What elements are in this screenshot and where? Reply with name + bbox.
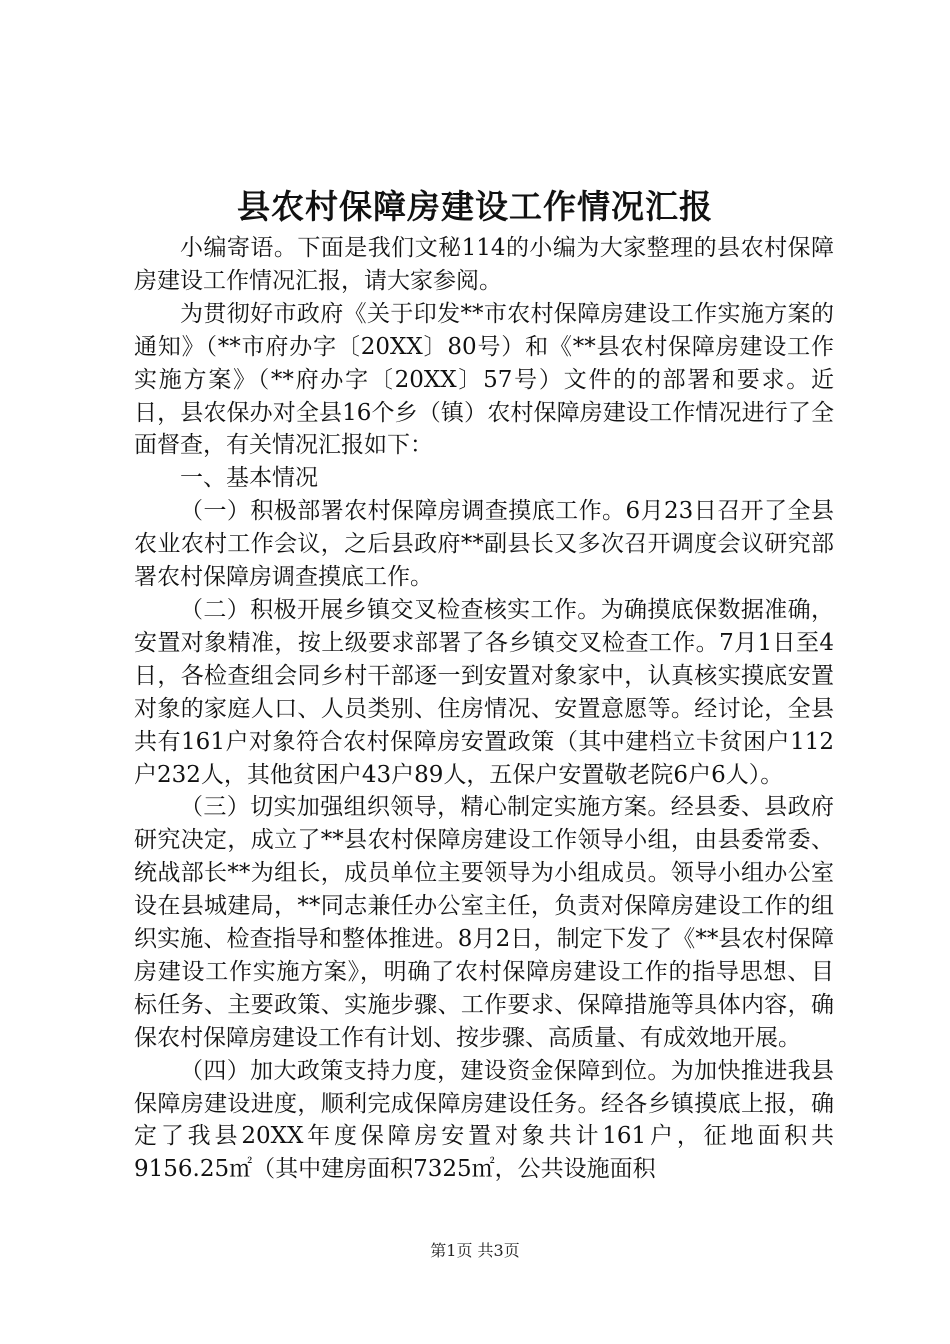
paragraph-background: 为贯彻好市政府《关于印发**市农村保障房建设工作实施方案的通知》（**市府办字〔20XX〕80号）和《**县农村保障房建设工作实施方案》（**府办字〔20XX〕57号）文件的的部署和要求。近日，县农保办对全县16个乡（镇）农村保障房建设工作情况进行了全面督查，有关情况汇报如下： (134, 300, 834, 459)
page-footer: 第1页 共3页 (430, 1241, 520, 1260)
document-body (134, 232, 834, 1186)
section-heading-basic-situation: 一、基本情况 (180, 465, 318, 492)
document-title: 县农村保障房建设工作情况汇报 (237, 187, 713, 226)
paragraph-item-2: （二）积极开展乡镇交叉检查核实工作。为确摸底保数据准确，安置对象精准，按上级要求部署了各乡镇交叉检查工作。7月1日至4日，各检查组会同乡村干部逐一到安置对象家中，认真核实摸底安置对象的家庭人口、人员类别、住房情况、安置意愿等。经讨论，全县共有161户对象符合农村保障房安置政策（其中建档立卡贫困户112户232人，其他贫困户43户89人，五保户安置敬老院6户6人）。 (134, 596, 834, 788)
paragraph-item-4: （四）加大政策支持力度，建设资金保障到位。为加快推进我县保障房建设进度，顺利完成保障房建设任务。经各乡镇摸底上报，确定了我县20XX年度保障房安置对象共计161户，征地面积共9156.25㎡（其中建房面积7325㎡，公共设施面积 (134, 1057, 834, 1183)
paragraph-item-1: （一）积极部署农村保障房调查摸底工作。6月23日召开了全县农业农村工作会议，之后县政府**副县长又多次召开调度会议研究部署农村保障房调查摸底工作。 (134, 498, 834, 591)
paragraph-intro: 小编寄语。下面是我们文秘114的小编为大家整理的县农村保障房建设工作情况汇报，请大家参阅。 (134, 235, 834, 294)
paragraph-item-3: （三）切实加强组织领导，精心制定实施方案。经县委、县政府研究决定，成立了**县农村保障房建设工作领导小组，由县委常委、统战部长**为组长，成员单位主要领导为小组成员。领导小组办公室设在县城建局，**同志兼任办公室主任，负责对保障房建设工作的组织实施、检查指导和整体推进。8月2日，制定下发了《**县农村保障房建设工作实施方案》，明确了农村保障房建设工作的指导思想、目标任务、主要政策、实施步骤、工作要求、保障措施等具体内容，确保农村保障房建设工作有计划、按步骤、高质量、有成效地开展。 (134, 794, 834, 1051)
